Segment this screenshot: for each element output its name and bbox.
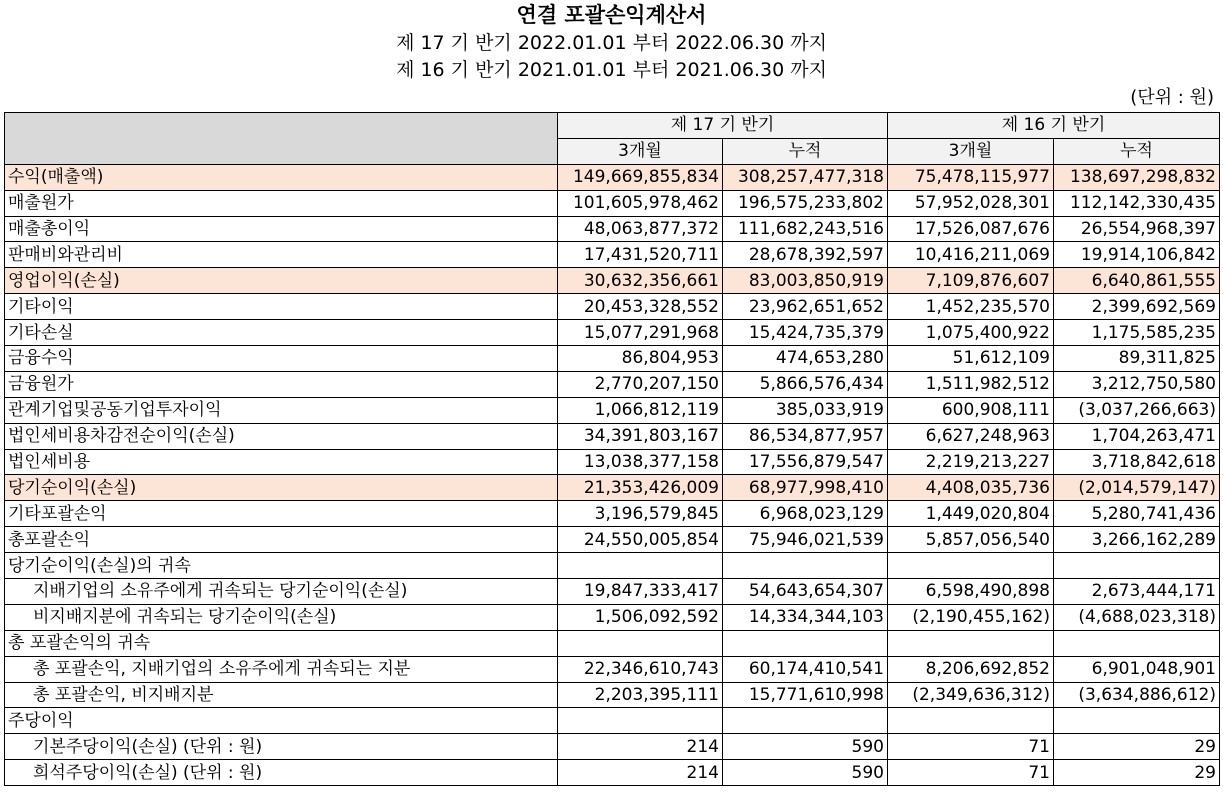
value-current-3months: 15,077,291,968 (558, 320, 723, 346)
row-label: 희석주당이익(손실) (단위 : 원) (5, 760, 558, 786)
value-prior-cumulative: 2,673,444,171 (1054, 579, 1220, 605)
header-prior-cumulative: 누적 (1054, 138, 1220, 164)
row-label: 총 포괄손익, 비지배지분 (5, 682, 558, 708)
value-prior-3months: 7,109,876,607 (888, 268, 1054, 294)
value-prior-3months: (2,349,636,312) (888, 682, 1054, 708)
row-label: 당기순이익(손실)의 귀속 (5, 553, 558, 579)
header-corner-cell (5, 113, 558, 165)
header-prior-period: 제 16 기 반기 (888, 113, 1220, 139)
header-prior-3months: 3개월 (888, 138, 1054, 164)
value-current-3months: 17,431,520,711 (558, 242, 723, 268)
row-label: 당기순이익(손실) (5, 475, 558, 501)
table-row (5, 630, 1220, 656)
table-row (5, 423, 1220, 449)
row-label: 법인세비용 (5, 449, 558, 475)
value-prior-cumulative: 2,399,692,569 (1054, 294, 1220, 320)
value-prior-cumulative: 29 (1054, 734, 1220, 760)
value-current-cumulative: 60,174,410,541 (723, 656, 888, 682)
value-prior-3months: 51,612,109 (888, 346, 1054, 372)
row-label: 주당이익 (5, 708, 558, 734)
value-prior-3months: 17,526,087,676 (888, 216, 1054, 242)
value-prior-3months (888, 630, 1054, 656)
value-current-cumulative: 28,678,392,597 (723, 242, 888, 268)
table-row (5, 527, 1220, 553)
value-prior-cumulative: 112,142,330,435 (1054, 190, 1220, 216)
value-current-cumulative: 54,643,654,307 (723, 579, 888, 605)
value-prior-3months: 1,075,400,922 (888, 320, 1054, 346)
value-current-cumulative: 15,771,610,998 (723, 682, 888, 708)
value-prior-cumulative: 138,697,298,832 (1054, 164, 1220, 190)
value-prior-3months: 6,598,490,898 (888, 579, 1054, 605)
table-row (5, 190, 1220, 216)
value-current-3months: 86,804,953 (558, 346, 723, 372)
value-current-cumulative: 23,962,651,652 (723, 294, 888, 320)
value-current-cumulative: 14,334,344,103 (723, 604, 888, 630)
value-current-cumulative: 15,424,735,379 (723, 320, 888, 346)
value-prior-3months: 1,452,235,570 (888, 294, 1054, 320)
prior-period-range: 제 16 기 반기 2021.01.01 부터 2021.06.30 까지 (396, 59, 827, 81)
value-current-cumulative: 111,682,243,516 (723, 216, 888, 242)
table-row (5, 449, 1220, 475)
row-label: 지배기업의 소유주에게 귀속되는 당기순이익(손실) (5, 579, 558, 605)
value-current-3months: 2,203,395,111 (558, 682, 723, 708)
value-current-3months (558, 708, 723, 734)
row-label: 판매비와관리비 (5, 242, 558, 268)
value-current-cumulative: 75,946,021,539 (723, 527, 888, 553)
value-prior-cumulative (1054, 630, 1220, 656)
value-prior-cumulative: 26,554,968,397 (1054, 216, 1220, 242)
value-prior-cumulative: 1,175,585,235 (1054, 320, 1220, 346)
value-prior-cumulative: (2,014,579,147) (1054, 475, 1220, 501)
row-label: 매출원가 (5, 190, 558, 216)
value-current-3months: 1,066,812,119 (558, 397, 723, 423)
value-prior-cumulative: 5,280,741,436 (1054, 501, 1220, 527)
value-prior-3months (888, 708, 1054, 734)
current-period-range: 제 17 기 반기 2022.01.01 부터 2022.06.30 까지 (396, 32, 827, 54)
value-prior-cumulative: 6,640,861,555 (1054, 268, 1220, 294)
value-current-3months: 214 (558, 734, 723, 760)
value-current-3months: 149,669,855,834 (558, 164, 723, 190)
row-label: 법인세비용차감전순이익(손실) (5, 423, 558, 449)
table-row (5, 346, 1220, 372)
value-current-cumulative: 68,977,998,410 (723, 475, 888, 501)
table-row (5, 734, 1220, 760)
value-prior-3months: 2,219,213,227 (888, 449, 1054, 475)
row-label: 기타이익 (5, 294, 558, 320)
value-current-cumulative: 590 (723, 734, 888, 760)
value-current-cumulative: 86,534,877,957 (723, 423, 888, 449)
unit-label: (단위 : 원) (1130, 87, 1214, 108)
value-current-3months: 3,196,579,845 (558, 501, 723, 527)
value-prior-3months: 5,857,056,540 (888, 527, 1054, 553)
table-row (5, 682, 1220, 708)
header-current-3months: 3개월 (558, 138, 723, 164)
table-row (5, 397, 1220, 423)
row-label: 기본주당이익(손실) (단위 : 원) (5, 734, 558, 760)
table-row (5, 475, 1220, 501)
value-current-3months: 1,506,092,592 (558, 604, 723, 630)
table-row (5, 501, 1220, 527)
value-current-cumulative: 17,556,879,547 (723, 449, 888, 475)
value-current-3months: 48,063,877,372 (558, 216, 723, 242)
value-current-3months: 34,391,803,167 (558, 423, 723, 449)
value-current-cumulative: 196,575,233,802 (723, 190, 888, 216)
value-prior-3months: 10,416,211,069 (888, 242, 1054, 268)
value-prior-cumulative: 6,901,048,901 (1054, 656, 1220, 682)
value-current-cumulative: 385,033,919 (723, 397, 888, 423)
value-prior-cumulative (1054, 708, 1220, 734)
value-current-3months (558, 553, 723, 579)
value-current-3months (558, 630, 723, 656)
statement-title: 연결 포괄손익계산서 (516, 3, 707, 27)
value-current-3months: 24,550,005,854 (558, 527, 723, 553)
value-current-3months: 101,605,978,462 (558, 190, 723, 216)
value-current-cumulative: 308,257,477,318 (723, 164, 888, 190)
table-row (5, 371, 1220, 397)
row-label: 총포괄손익 (5, 527, 558, 553)
value-prior-cumulative: 89,311,825 (1054, 346, 1220, 372)
value-prior-cumulative: 3,212,750,580 (1054, 371, 1220, 397)
value-prior-3months: 6,627,248,963 (888, 423, 1054, 449)
row-label: 총 포괄손익의 귀속 (5, 630, 558, 656)
table-row (5, 294, 1220, 320)
header-current-period: 제 17 기 반기 (558, 113, 888, 139)
value-prior-3months: 57,952,028,301 (888, 190, 1054, 216)
value-prior-3months: 1,449,020,804 (888, 501, 1054, 527)
table-row (5, 656, 1220, 682)
value-current-3months: 2,770,207,150 (558, 371, 723, 397)
row-label: 영업이익(손실) (5, 268, 558, 294)
row-label: 금융수익 (5, 346, 558, 372)
value-prior-cumulative: (3,634,886,612) (1054, 682, 1220, 708)
value-current-cumulative: 5,866,576,434 (723, 371, 888, 397)
row-label: 기타손실 (5, 320, 558, 346)
value-prior-cumulative: 3,266,162,289 (1054, 527, 1220, 553)
table-row (5, 604, 1220, 630)
row-label: 비지배지분에 귀속되는 당기순이익(손실) (5, 604, 558, 630)
value-prior-cumulative: 19,914,106,842 (1054, 242, 1220, 268)
table-row (5, 164, 1220, 190)
row-label: 금융원가 (5, 371, 558, 397)
value-current-3months: 19,847,333,417 (558, 579, 723, 605)
header-current-cumulative: 누적 (723, 138, 888, 164)
value-prior-cumulative: (3,037,266,663) (1054, 397, 1220, 423)
row-label: 매출총이익 (5, 216, 558, 242)
value-prior-3months: 71 (888, 760, 1054, 786)
value-prior-cumulative: 29 (1054, 760, 1220, 786)
value-prior-3months: 4,408,035,736 (888, 475, 1054, 501)
value-current-3months: 13,038,377,158 (558, 449, 723, 475)
value-current-cumulative: 474,653,280 (723, 346, 888, 372)
value-current-3months: 30,632,356,661 (558, 268, 723, 294)
income-statement-table (4, 112, 1220, 786)
value-prior-3months: 600,908,111 (888, 397, 1054, 423)
value-current-3months: 21,353,426,009 (558, 475, 723, 501)
value-prior-3months: (2,190,455,162) (888, 604, 1054, 630)
value-current-cumulative: 83,003,850,919 (723, 268, 888, 294)
value-prior-3months: 71 (888, 734, 1054, 760)
value-prior-cumulative: (4,688,023,318) (1054, 604, 1220, 630)
value-prior-3months: 1,511,982,512 (888, 371, 1054, 397)
value-prior-cumulative (1054, 553, 1220, 579)
value-prior-cumulative: 1,704,263,471 (1054, 423, 1220, 449)
value-current-cumulative: 590 (723, 760, 888, 786)
table-row (5, 320, 1220, 346)
row-label: 수익(매출액) (5, 164, 558, 190)
value-current-3months: 20,453,328,552 (558, 294, 723, 320)
value-current-3months: 214 (558, 760, 723, 786)
table-body (5, 164, 1220, 785)
value-current-cumulative: 6,968,023,129 (723, 501, 888, 527)
value-prior-3months: 8,206,692,852 (888, 656, 1054, 682)
table-row (5, 553, 1220, 579)
value-current-cumulative (723, 553, 888, 579)
table-row (5, 708, 1220, 734)
value-prior-cumulative: 3,718,842,618 (1054, 449, 1220, 475)
value-prior-3months: 75,478,115,977 (888, 164, 1054, 190)
table-row (5, 579, 1220, 605)
value-current-3months: 22,346,610,743 (558, 656, 723, 682)
row-label: 기타포괄손익 (5, 501, 558, 527)
value-current-cumulative (723, 630, 888, 656)
row-label: 관계기업및공동기업투자이익 (5, 397, 558, 423)
value-current-cumulative (723, 708, 888, 734)
table-row (5, 242, 1220, 268)
table-row (5, 268, 1220, 294)
table-row (5, 216, 1220, 242)
header-row-periods (5, 113, 1220, 139)
value-prior-3months (888, 553, 1054, 579)
row-label: 총 포괄손익, 지배기업의 소유주에게 귀속되는 지분 (5, 656, 558, 682)
table-row (5, 760, 1220, 786)
